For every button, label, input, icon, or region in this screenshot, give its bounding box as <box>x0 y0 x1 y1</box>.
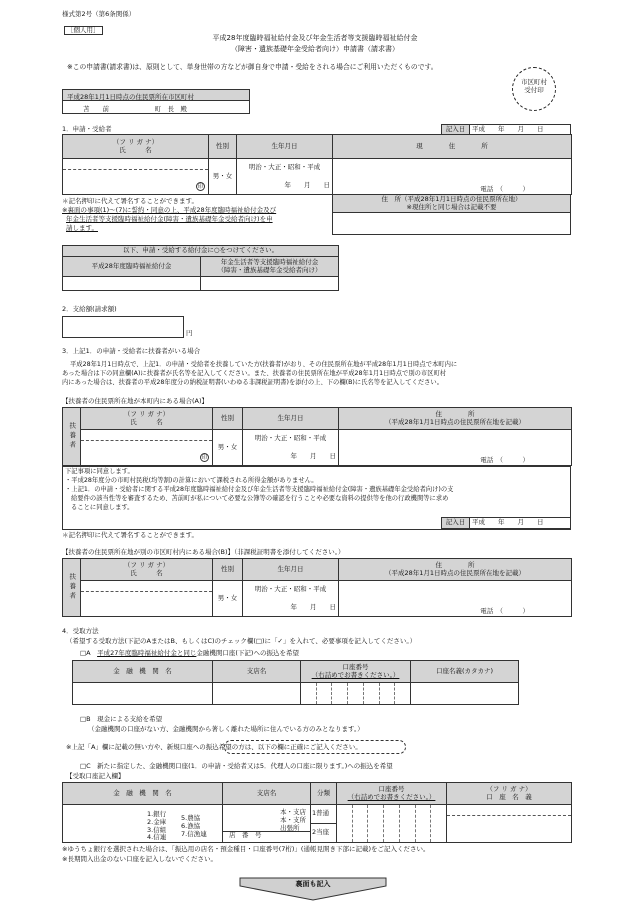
supporter-b-table: 扶養者 （フ リ ガ ナ） 氏 名 性別 生年月日 住 所 （平成28年1月1日時点の住民票所在地を記載） 男・女 明治・大正・昭和・平成 年 月 日 電話 （ ） <box>62 558 572 617</box>
addressee-line: 苫 前 町 長 殿 <box>62 100 250 114</box>
option-a-warning: ※上記「A」欄に記載の無い方や、新規口座への振込希望の方は、以下の欄に正確にご記入ください。 <box>66 743 362 751</box>
supporter-a-dob-field[interactable]: 明治・大正・昭和・平成 年 月 日 <box>243 430 339 466</box>
option-a-holder-field[interactable] <box>411 683 519 705</box>
reception-stamp-area: 市区町村受付印 <box>512 67 556 111</box>
option-c-holder-field[interactable] <box>447 805 572 843</box>
form-title-line1: 平成28年度臨時福祉給付金及び年金生活者等支援臨時福祉給付金 <box>212 34 418 42</box>
section1-title: 1．申請・受給者 <box>62 125 112 133</box>
supporter-b-address-field[interactable]: 電話 （ ） <box>339 581 572 617</box>
option-b-note: （金融機関の口座がない方、金融機関から著しく離れた場所に住んでいる方のみとなります。） <box>88 725 364 733</box>
note-seal: ＊記名押印に代えて署名することができます。 <box>62 197 198 205</box>
benefit-choice-1[interactable] <box>63 277 201 291</box>
supporter-a-address-field[interactable]: 電話 （ ） <box>339 430 572 466</box>
personal-use-tag: ［個人用］ <box>64 26 103 35</box>
resident-address-table: 住 所（平成28年1月1日時点の住民票所在地） ※現住所と同じ場合は記載不要 <box>332 194 571 235</box>
section3-title: 3．上記1．の申請・受給者に扶養者がいる場合 <box>62 347 201 355</box>
entry-date-box: 記入日 平成 年 月 日 <box>441 124 571 136</box>
option-c[interactable]: □C 新たに指定した、金融機関口座(1．の申請・受給者又は5．代理人の口座に限ります。)への振込を希望 <box>80 762 393 770</box>
option-c-table: 金 融 機 関 名 支店名 分類 口座番号 （右詰めでお書きください。） （フ リ ガ ナ） 口 座 名 義 1.銀行 2.金庫 3.信組 4.信連 5.農協 6.漁協 7.信漁連 本・支店 本・支所 出張所 店 番 号 1普通 2当座 <box>62 782 572 843</box>
section4-title: 4．受取方法 <box>62 627 99 635</box>
section3-a-title: 【扶養者の住民票所在地が本町内にある場合(A)】 <box>62 397 209 405</box>
applicant-sex-field[interactable]: 男・女 <box>209 159 237 195</box>
option-a[interactable]: □A 平成27年度臨時福祉給付金と同じ金融機関口座(下記)への振込を希望 <box>80 649 299 657</box>
amount-unit: 円 <box>186 329 193 337</box>
section3-para-2: あった場合は下の同意欄(A)に扶養者が氏名等を記入してください。また、扶養者の住民票所在地が平成28年1月1日時点で別の市区町村 <box>62 370 447 377</box>
seal-mark: 印 <box>201 455 208 461</box>
supporter-a-table: 扶養者 （フ リ ガ ナ） 氏 名 性別 生年月日 住 所 （平成28年1月1日時点の住民票所在地を記載） 印 男・女 明治・大正・昭和・平成 年 月 日 電話 （ ） <box>62 407 572 466</box>
applicant-table: （フ リ ガ ナ） 氏 名 性別 生年月日 現 住 所 印 男・女 明治・大正・昭和・平成 年 月 日 電話 （ ） <box>62 134 572 195</box>
usage-notice: ※この申請書(請求書)は、原則として、単身世帯の方などが御自身で申請・受給をされる場合にご利用いただくものです。 <box>67 63 438 71</box>
option-c-bank-field[interactable]: 1.銀行 2.金庫 3.信組 4.信連 5.農協 6.漁協 7.信漁連 <box>63 805 223 843</box>
option-a-bank-field[interactable] <box>73 683 213 705</box>
consent-date-box: 記入日 平成 年 月 日 <box>441 517 571 529</box>
seal-mark: 印 <box>197 184 204 190</box>
account-entry-title: 【受取口座記入欄】 <box>66 772 125 780</box>
supporter-b-name-field[interactable] <box>81 581 213 617</box>
entry-date-field[interactable]: 平成 年 月 日 <box>470 125 571 136</box>
option-a-table: 金 融 機 関 名 支店名 口座番号 （右詰めでお書きください。） 口座名義(カタカナ) <box>72 660 519 705</box>
applicant-dob-field[interactable]: 明治・大正・昭和・平成 年 月 日 <box>237 159 333 195</box>
resident-address-field[interactable] <box>333 213 571 235</box>
supporter-b-sex-field[interactable]: 男・女 <box>213 581 243 617</box>
consent-line-5: ることに同意します。 <box>71 504 134 511</box>
option-c-account-field[interactable] <box>337 805 447 843</box>
consent-line-3: ・上記1．の申請・受給者に関する平成28年度臨時福祉給付金及び年金生活者等支援臨時福祉給付金(障害・遺族基礎年金受給者向け)の支 <box>65 486 454 493</box>
applicant-name-field[interactable] <box>63 159 209 195</box>
consent-line-4: 給要件の該当性等を審査するため、苫前町が私について必要な公簿等の確認を行うことや必要な資料の提供等を他の行政機関等に求め <box>71 495 449 502</box>
section3-b-title: 【扶養者の住民票所在地が別の市区町村内にある場合(B)】（非課税証明書を添付してください。） <box>62 548 345 556</box>
warning-highlight <box>224 740 406 754</box>
section3-para-1: 平成28年1月1日時点で、上記1．の申請・受給者を扶養していた方(扶養者)がおり、その住民票所在地が平成28年1月1日時点で本町内に <box>70 361 458 368</box>
option-c-branch-field[interactable]: 本・支店 本・支所 出張所 店 番 号 <box>223 805 311 843</box>
addressee-head: 平成28年1月1日時点の住民票所在市区町村 <box>62 89 250 101</box>
option-a-branch-field[interactable] <box>213 683 301 705</box>
note-seal-2: ＊記名押印に代えて署名することができます。 <box>62 531 198 539</box>
section4-instruction: （希望する受取方法(下記のAまたはB、もしくはC)のチェック欄(□)に「✓」を入れて、必要事項を記入してください。） <box>66 637 417 645</box>
benefit-select-table: 以下、申請・受給する給付金に○をつけてください。 平成28年度臨時福祉給付金 年金生活者等支援臨時福祉給付金 （障害・遺族基礎年金受給者向け） <box>62 245 339 291</box>
amount-field[interactable] <box>62 316 184 338</box>
see-reverse-label: 裏面も記入 <box>295 880 331 888</box>
option-b[interactable]: □B 現金による支給を希望 <box>80 715 163 723</box>
supporter-a-name-field[interactable] <box>81 430 213 466</box>
note-back-1: ※裏面の事項(1)〜(7)に誓約・同意の上、平成28年度臨時福祉給付金及び <box>62 206 277 214</box>
supporter-b-dob-field[interactable]: 明治・大正・昭和・平成 年 月 日 <box>243 581 339 617</box>
section2-title: 2．支給額(請求額) <box>62 305 117 313</box>
benefit-choice-2[interactable] <box>201 277 339 291</box>
note-back-2: 年金生活者等支援臨時福祉給付金(障害・遺族基礎年金受給者向け)を申 <box>66 215 273 223</box>
option-c-type-field[interactable]: 1普通 2当座 <box>311 805 337 843</box>
consent-line-2: ・平成28年度分の市町村民税(均等割)の計算において課税される所得金額がありません。 <box>65 477 318 484</box>
consent-date-field[interactable]: 平成 年 月 日 <box>470 518 571 529</box>
note-dormant: ※長期間入出金のない口座を記入しないでください。 <box>62 855 217 863</box>
note-yucho: ※ゆうちょ銀行を選択された場合は、「振込用の店名・預金種目・口座番号(7桁)」(通帳見開き下部に記載)をご記入ください。 <box>62 845 430 853</box>
form-title-line2: （障害・遺族基礎年金受給者向け）申請書（請求書） <box>231 45 399 53</box>
applicant-address-field[interactable]: 電話 （ ） <box>333 159 572 195</box>
consent-line-1: 下記事項に同意します。 <box>65 468 134 475</box>
option-a-account-field[interactable] <box>301 683 411 705</box>
note-back-3: 請します。 <box>66 224 98 232</box>
form-number: 様式第2号（第6条関係） <box>62 10 136 18</box>
supporter-a-sex-field[interactable]: 男・女 <box>213 430 243 466</box>
section3-para-3: 内にあった場合は、扶養者の平成28年度分の納税証明書(いわゆる非課税証明書)を添付の上、下の欄(B)に氏名等を記入してください。 <box>62 379 444 386</box>
